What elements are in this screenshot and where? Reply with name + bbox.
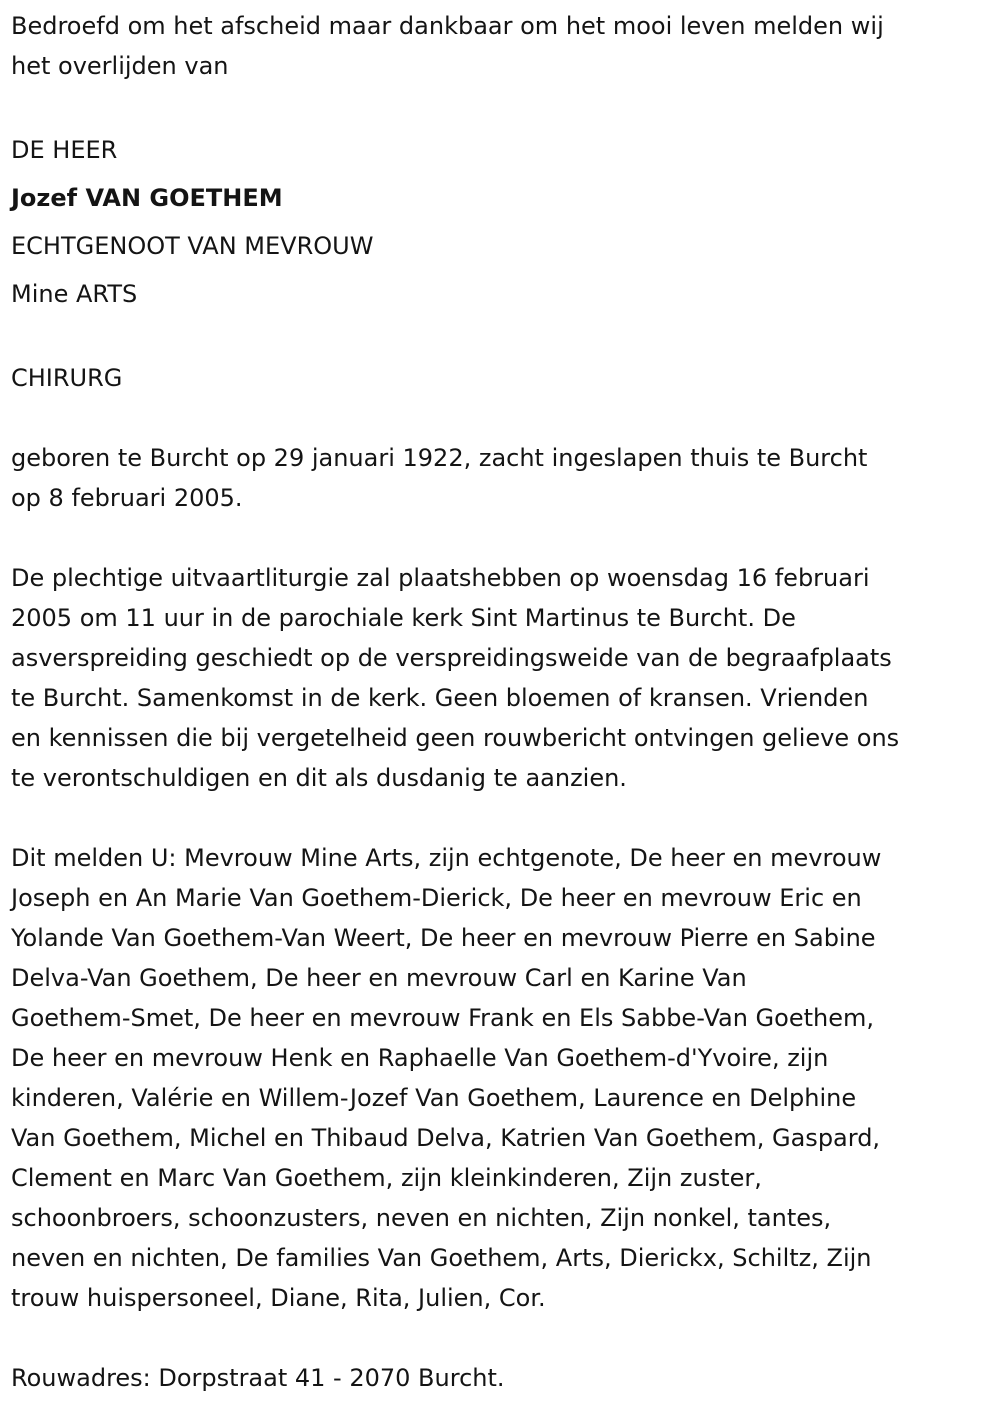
ceremony-line: te Burcht. Samenkomst in de kerk. Geen bloemen of kransen. Vrienden: [11, 684, 869, 712]
ceremony-line: 2005 om 11 uur in de parochiale kerk Sint Martinus te Burcht. De: [11, 604, 796, 632]
obituary-document: [11, 6, 996, 1398]
ceremony-line: asverspreiding geschiedt op de verspreidingsweide van de begraafplaats: [11, 644, 892, 672]
spacer: [11, 398, 996, 438]
ceremony-line: De plechtige uitvaartliturgie zal plaatshebben op woensdag 16 februari: [11, 564, 870, 592]
spacer: [11, 1318, 996, 1358]
spouse-name: Mine ARTS: [11, 280, 138, 308]
spacer: [11, 518, 996, 558]
ceremony-line: en kennissen die bij vergetelheid geen rouwbericht ontvingen gelieve ons: [11, 724, 900, 752]
address-paragraph: [11, 1358, 996, 1398]
ceremony-line: te verontschuldigen en dit als dusdanig te aanzien.: [11, 764, 627, 792]
spouse-label: ECHTGENOOT VAN MEVROUW: [11, 232, 374, 260]
spacer: [11, 798, 996, 838]
spacer: [11, 318, 996, 358]
family-line: Clement en Marc Van Goethem, zijn kleinkinderen, Zijn zuster,: [11, 1164, 762, 1192]
family-paragraph: [11, 838, 996, 1318]
family-line: Yolande Van Goethem-Van Weert, De heer en mevrouw Pierre en Sabine: [11, 924, 876, 952]
birth-death-paragraph: [11, 438, 996, 518]
family-line: Delva-Van Goethem, De heer en mevrouw Carl en Karine Van: [11, 964, 747, 992]
intro-line: Bedroefd om het afscheid maar dankbaar om het mooi leven melden wij: [11, 12, 884, 40]
intro-paragraph: [11, 6, 996, 86]
profession-text: CHIRURG: [11, 364, 123, 392]
family-line: kinderen, Valérie en Willem-Jozef Van Goethem, Laurence en Delphine: [11, 1084, 857, 1112]
deceased-block: [11, 126, 996, 318]
birth-death-line: op 8 februari 2005.: [11, 484, 243, 512]
deceased-title: DE HEER: [11, 136, 118, 164]
family-line: neven en nichten, De families Van Goethem, Arts, Dierickx, Schiltz, Zijn: [11, 1244, 872, 1272]
family-line: De heer en mevrouw Henk en Raphaelle Van Goethem-d'Yvoire, zijn: [11, 1044, 829, 1072]
family-line: Joseph en An Marie Van Goethem-Dierick, De heer en mevrouw Eric en: [11, 884, 862, 912]
intro-line: het overlijden van: [11, 52, 229, 80]
family-line: Van Goethem, Michel en Thibaud Delva, Katrien Van Goethem, Gaspard,: [11, 1124, 881, 1152]
family-line: schoonbroers, schoonzusters, neven en nichten, Zijn nonkel, tantes,: [11, 1204, 832, 1232]
mourning-address: Rouwadres: Dorpstraat 41 - 2070 Burcht.: [11, 1364, 505, 1392]
birth-death-line: geboren te Burcht op 29 januari 1922, zacht ingeslapen thuis te Burcht: [11, 444, 868, 472]
spacer: [11, 86, 996, 126]
family-line: Goethem-Smet, De heer en mevrouw Frank en Els Sabbe-Van Goethem,: [11, 1004, 874, 1032]
ceremony-paragraph: [11, 558, 996, 798]
deceased-name: Jozef VAN GOETHEM: [11, 184, 283, 212]
profession: [11, 358, 996, 398]
family-line: trouw huispersoneel, Diane, Rita, Julien, Cor.: [11, 1284, 546, 1312]
family-line: Dit melden U: Mevrouw Mine Arts, zijn echtgenote, De heer en mevrouw: [11, 844, 882, 872]
